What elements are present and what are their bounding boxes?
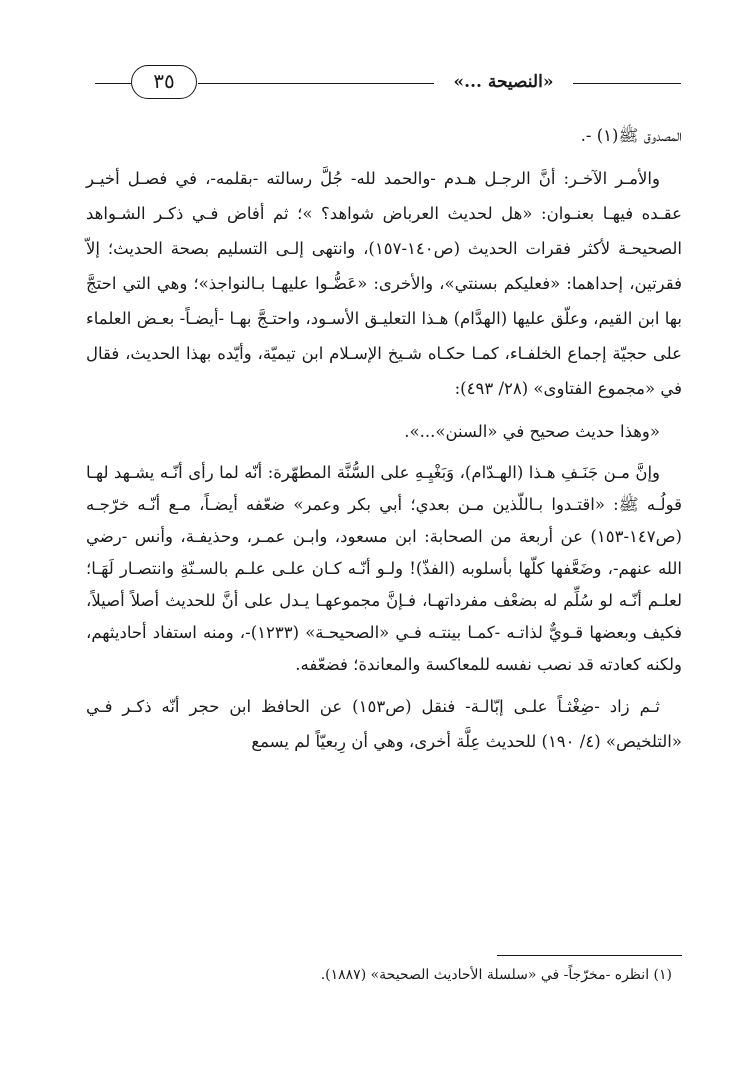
header-rule-right xyxy=(573,83,681,84)
paragraph: ثـم زاد -ضِغْثـاً علـى إبّالـة- فنقل (ص١٥٣) عن الحافظ ابن حجر أنّه ذكـر فـي «التلخيص» (٤/ ١٩٠) للحديث عِلَّة أخرى، وهي أن رِبعيّاً لم يسمع xyxy=(86,697,682,751)
paragraph: وإنَّ مـن جَنَـفِ هـذا (الهـدّام)، وَبَغْيِـهِ على السُّنَّة المطهّرة: أنّه لما رأى أنّـه يشـهد لهـا قولُـه ﷺ: «اقتـدوا بـاللّذين مـن بعدي؛ أبي بكر وعمر» ضعّفه أيضـاً، مـع أنّـه خرّجـه (ص١٤٧-١٥٣) عن أربعة من الصحابة: ابن مسعود، وابـن عمـر، وحذيفـة، وأنس -رضي الله عنهم-، وضَعَّفها كلّها بأسلوبه (الفذّ)! ولـو أنّـه كـان علـى علـم بالسـنّةِ وانتصـار لَهَـا؛ لعلـم أنّـه لو سُلِّم له بضعْف مفرداتهـا، فـإنَّ مجموعهـا يـدل على أنَّ للحديث أصلاً أصيلاً، فكيف وبعضها قـويٌّ لذاتـه -كمـا بينتـه فـي «الصحيحـة» (١٢٣٣)-، ومنه استفاد أحاديثهم، ولكنه كعادته قد نصب نفسه للمعاكسة والمعاندة؛ فضعّفه. xyxy=(86,463,682,674)
paragraph: والأمـر الآخـر: أنَّ الرجـل هـدم -والحمد لله- جُلَّ رسالته -بقلمه-، في فصـل أخيـر عقـده فيهـا بعنـوان: «هل لحديث العرباض شواهد؟ »؛ ثم أفاض فـي ذكـر الشـواهد الصحيحـة لأكثر فقرات الحديث (ص١٤٠-١٥٧)، وانتهى إلـى التسليم بصحة الحديث؛ إلاّ فقرتين، إحداهما: «فعليكم بسنتي»، والأخرى: «عَضُّـوا عليهـا بـالنواجذ»؛ وهي التي احتجَّ بها ابن القيم، وعلّق عليها (الهدَّام) هـذا التعليـق الأسـود، واحتـجَّ بهـا -أيضـاً- بعـض العلماء على حجيّة إجماع الخلفـاء، كمـا حكـاه شـيخ الإسـلام ابن تيميّة، وأيّده بهذا الحديث، فقال في «مجموع الفتاوى» (٢٨/ ٤٩٣): xyxy=(86,169,682,398)
header-rule-left xyxy=(95,83,131,84)
footnote-separator xyxy=(497,955,682,956)
header-rule-middle xyxy=(198,83,434,84)
block-quote: «وهذا حديث صحيح في «السنن»...». xyxy=(404,422,660,441)
page-number: ٣٥ xyxy=(131,65,197,99)
paragraph: المصدوق ﷺ(١) -. xyxy=(580,126,682,145)
body-text xyxy=(86,118,682,767)
running-header xyxy=(95,62,681,106)
footnote: (١) انظره -مخرّجاً- في «سلسلة الأحاديث الصحيحة» (١٨٨٧). xyxy=(320,967,672,983)
running-title: «النصيحة ...» xyxy=(453,72,554,92)
